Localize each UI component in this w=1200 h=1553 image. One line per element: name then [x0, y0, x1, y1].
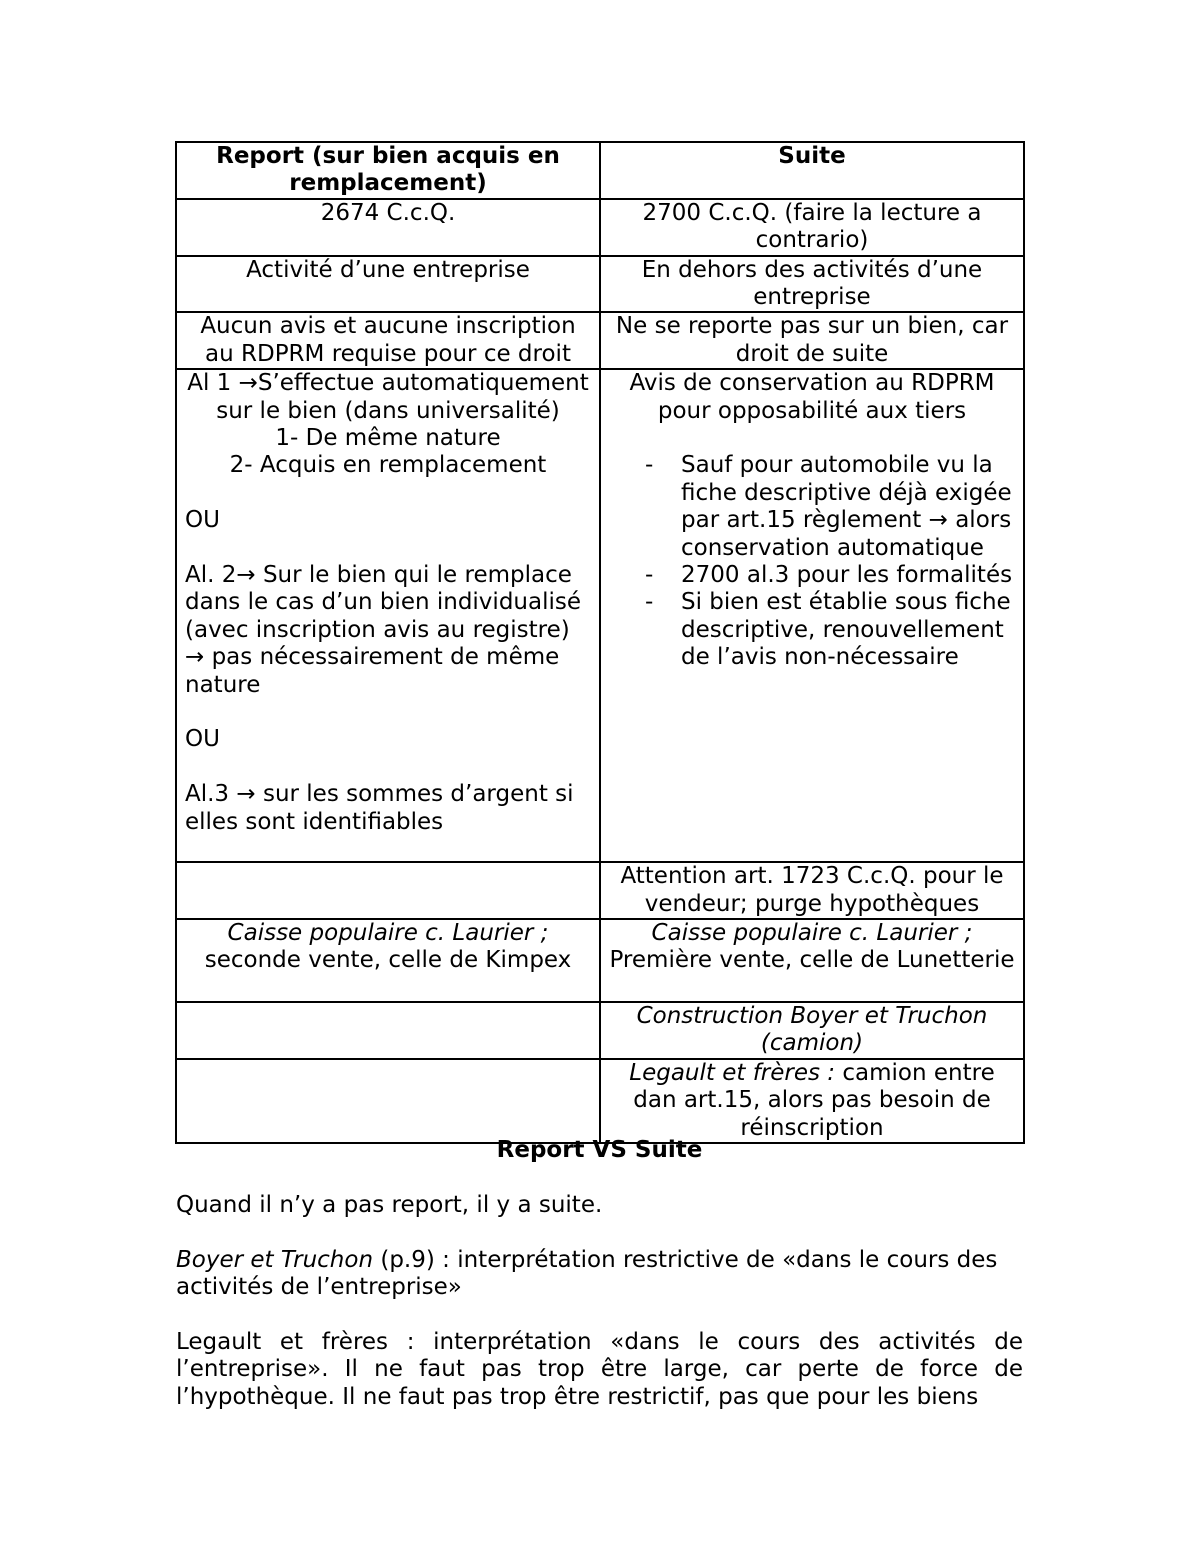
table-row	[176, 256, 1024, 313]
paragraph-text: (p.9) : interprétation restrictive de «dans le cours des activités de l’entreprise»	[176, 1247, 998, 1301]
table-row	[176, 1059, 1024, 1143]
cell-right	[600, 1059, 1024, 1143]
list-item: 1- De même nature	[275, 425, 501, 452]
list-item	[645, 562, 1015, 589]
cell-right: En dehors des activités d’une entreprise	[600, 256, 1024, 313]
avis-intro: Avis de conservation au RDPRM pour opposabilité aux tiers	[629, 370, 995, 424]
cell-left: Aucun avis et aucune inscription au RDPRM requise pour ce droit	[176, 312, 600, 369]
cell-right: 2700 C.c.Q. (faire la lecture a contrario)	[600, 199, 1024, 256]
cell-right: Attention art. 1723 C.c.Q. pour le vendeur; purge hypothèques	[600, 862, 1024, 919]
list-item-text: 2700 al.3 pour les formalités	[681, 562, 1013, 589]
case-note: seconde vente, celle de Kimpex	[204, 947, 572, 974]
header-suite: Suite	[600, 142, 1024, 199]
cell-left	[176, 862, 600, 919]
cell-right	[600, 919, 1024, 1002]
cell-left-report-rules	[176, 369, 600, 862]
case-name: Boyer et Truchon	[176, 1247, 374, 1273]
table-row	[176, 369, 1024, 862]
table-row	[176, 919, 1024, 1002]
list-item	[645, 589, 1015, 671]
paragraph: Legault et frères : interprétation «dans le cours des activités de l’entreprise». Il ne faut pas trop être large, car perte de force de l’hypothèque. Il ne faut pas trop être restrictif, pas que pour les biens	[176, 1329, 1023, 1410]
section-title: Report VS Suite	[496, 1137, 703, 1163]
al3-text: Al.3 → sur les sommes d’argent si elles sont identifiables	[185, 781, 574, 835]
cell-left	[176, 919, 600, 1002]
list-item	[645, 452, 1015, 562]
case-note: camion entre dan art.15, alors pas besoin de réinscription	[633, 1059, 995, 1141]
cell-right: Construction Boyer et Truchon (camion)	[600, 1002, 1024, 1059]
ou-text: OU	[185, 507, 220, 534]
case-name: Legault et frères :	[629, 1059, 836, 1086]
header-report: Report (sur bien acquis en remplacement)	[176, 142, 600, 199]
table-row	[176, 199, 1024, 256]
list-item-text: Si bien est établie sous fiche descriptive, renouvellement de l’avis non-nécessaire	[681, 589, 1011, 671]
dash-bullet: -	[645, 562, 654, 589]
cell-left	[176, 1002, 600, 1059]
table-row	[176, 862, 1024, 919]
paragraph	[176, 1247, 1023, 1302]
dash-bullet: -	[645, 452, 654, 479]
ou-text: OU	[185, 726, 220, 753]
table-header-row	[176, 142, 1024, 199]
paragraph: Quand il n’y a pas report, il y a suite.	[176, 1192, 603, 1218]
cell-right-suite-rules	[600, 369, 1024, 862]
al2-text: Al. 2→ Sur le bien qui le remplace dans le cas d’un bien individualisé (avec inscription avis au registre) → pas nécessairement de même nature	[185, 562, 581, 698]
list-item-text: Sauf pour automobile vu la fiche descriptive déjà exigée par art.15 règlement → alors conservation automatique	[681, 452, 1012, 561]
cell-left: 2674 C.c.Q.	[176, 199, 600, 256]
dash-bullet: -	[645, 589, 654, 616]
case-name: Caisse populaire c. Laurier ;	[227, 920, 549, 947]
case-name: Caisse populaire c. Laurier ;	[651, 920, 973, 947]
dash-list	[609, 452, 1015, 671]
case-note: Première vente, celle de Lunetterie	[609, 947, 1015, 974]
list-item: 2- Acquis en remplacement	[229, 452, 547, 479]
cell-right: Ne se reporte pas sur un bien, car droit de suite	[600, 312, 1024, 369]
cell-left: Activité d’une entreprise	[176, 256, 600, 313]
numbered-list	[185, 425, 591, 480]
table-row	[176, 312, 1024, 369]
report-vs-suite-table	[175, 141, 1025, 1144]
al1-text: Al 1 →S’effectue automatiquement sur le bien (dans universalité)	[187, 370, 589, 424]
table-row	[176, 1002, 1024, 1059]
cell-left	[176, 1059, 600, 1143]
